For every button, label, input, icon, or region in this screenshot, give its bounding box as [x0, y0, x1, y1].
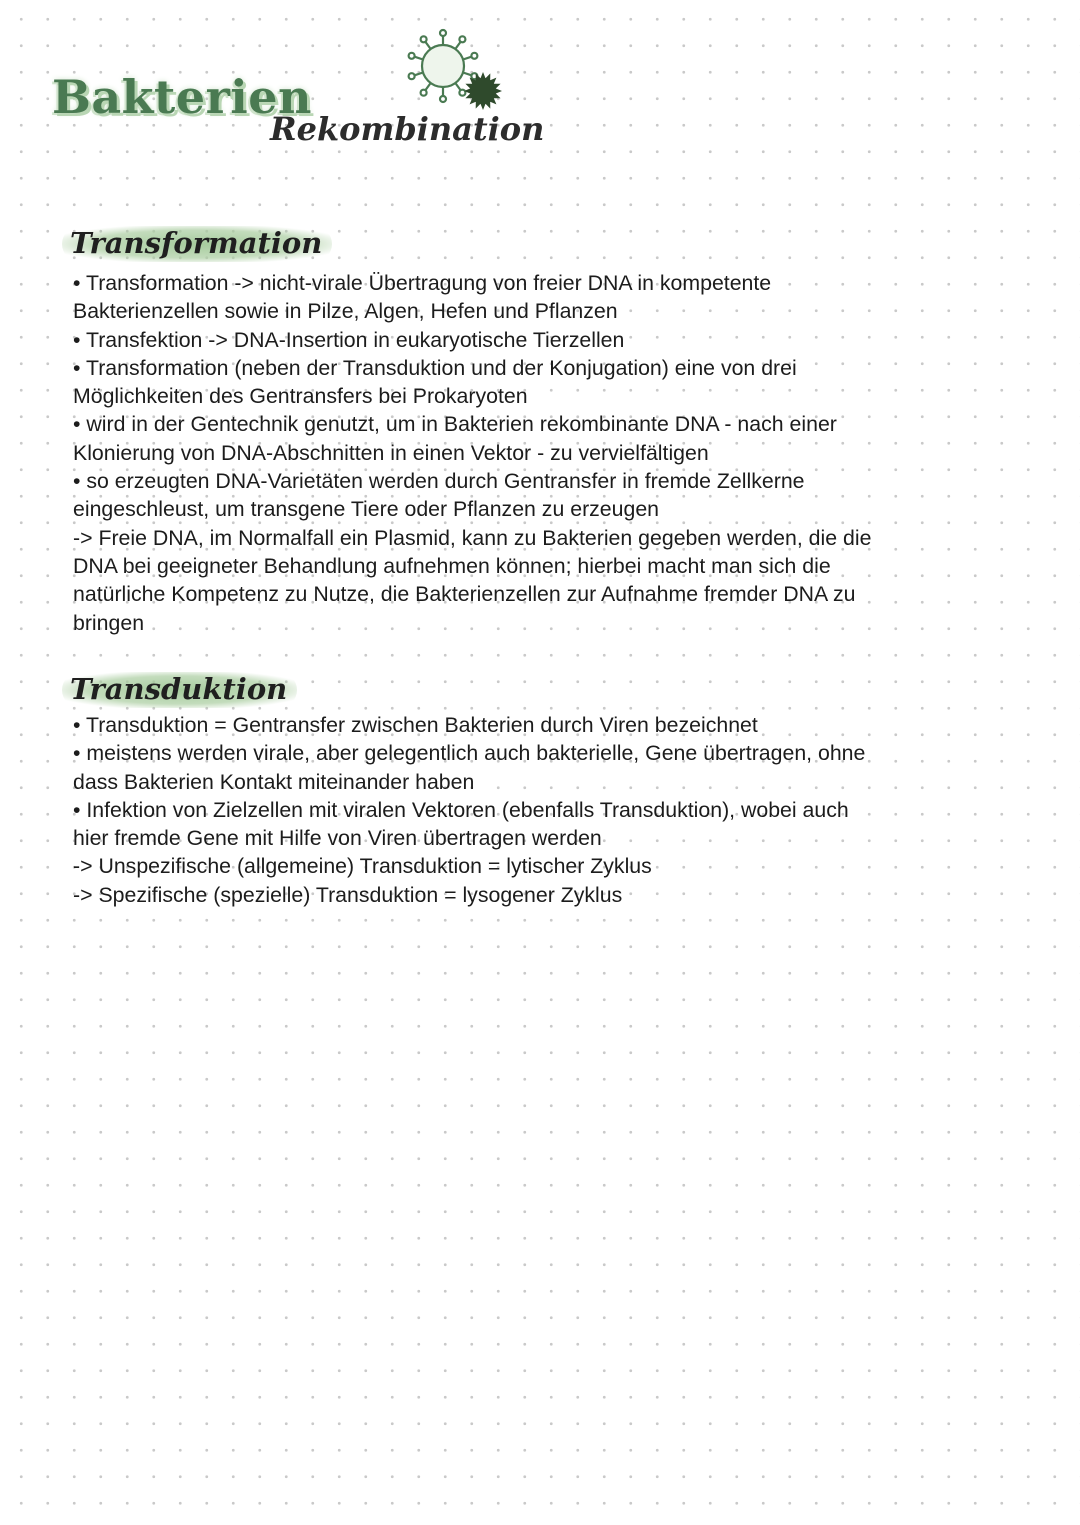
text-line: Bakterienzellen sowie in Pilze, Algen, Hefen und Pflanzen	[73, 299, 618, 324]
text-line: • Transformation (neben der Transduktion und der Konjugation) eine von drei	[73, 355, 797, 380]
text-line: -> Unspezifische (allgemeine) Transduktion = lytischer Zyklus	[73, 854, 652, 879]
text-line: Klonierung von DNA-Abschnitten in einen Vektor - zu vervielfältigen	[73, 440, 709, 465]
section-heading-transformation: Transformation	[62, 226, 332, 262]
text-line: dass Bakterien Kontakt miteinander haben	[73, 769, 475, 794]
section-body-transduktion	[73, 711, 973, 909]
page-subtitle: Rekombination	[270, 110, 545, 148]
text-line: • Transfektion -> DNA-Insertion in eukaryotische Tierzellen	[73, 327, 625, 352]
text-line: bringen	[73, 610, 145, 635]
text-line: hier fremde Gene mit Hilfe von Viren übertragen werden	[73, 826, 602, 851]
text-line: eingeschleust, um transgene Tiere oder Pflanzen zu erzeugen	[73, 497, 660, 522]
text-line: • wird in der Gentechnik genutzt, um in Bakterien rekombinante DNA - nach einer	[73, 412, 837, 437]
text-line: Möglichkeiten des Gentransfers bei Prokaryoten	[73, 384, 528, 409]
text-line: • Infektion von Zielzellen mit viralen Vektoren (ebenfalls Transduktion), wobei auch	[73, 797, 849, 822]
text-line: -> Spezifische (spezielle) Transduktion = lysogener Zyklus	[73, 882, 623, 907]
text-line: DNA bei geeigneter Behandlung aufnehmen können; hierbei macht man sich die	[73, 553, 831, 578]
page-title: Bakterien	[52, 70, 312, 124]
text-line: • Transduktion = Gentransfer zwischen Bakterien durch Viren bezeichnet	[73, 713, 758, 737]
text-line: • meistens werden virale, aber gelegentlich auch bakterielle, Gene übertragen, ohne	[73, 741, 866, 766]
text-line: • Transformation -> nicht-virale Übertragung von freier DNA in kompetente	[73, 271, 772, 295]
text-line: -> Freie DNA, im Normalfall ein Plasmid, kann zu Bakterien gegeben werden, die die	[73, 525, 872, 550]
text-line: natürliche Kompetenz zu Nutze, die Bakterienzellen zur Aufnahme fremder DNA zu	[73, 582, 856, 607]
section-heading-transduktion: Transduktion	[62, 672, 297, 708]
bacterium-dark-icon	[464, 72, 502, 110]
section-body-transformation	[73, 269, 973, 637]
text-line: • so erzeugten DNA-Varietäten werden durch Gentransfer in fremde Zellkerne	[73, 469, 805, 494]
